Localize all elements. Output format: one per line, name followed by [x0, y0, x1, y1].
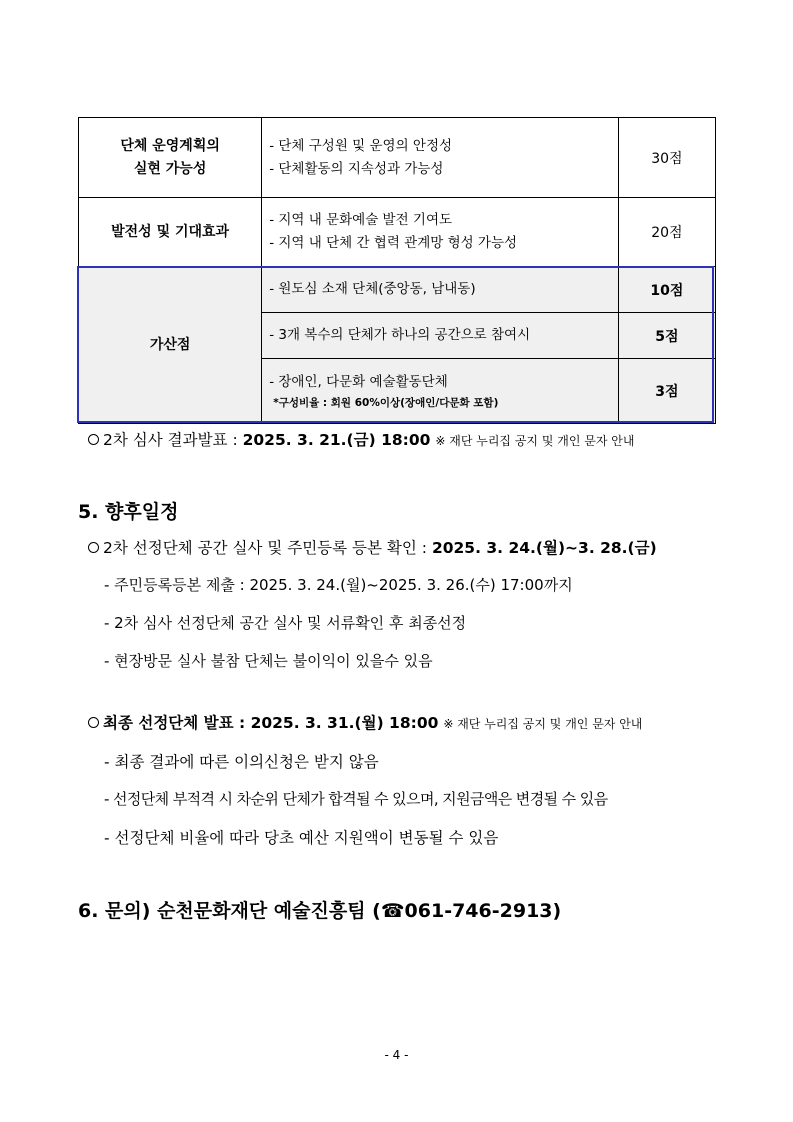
- table-row: [79, 267, 716, 313]
- sub-item: - 2차 심사 선정단체 공간 실사 및 서류확인 후 최종선정: [104, 614, 467, 632]
- section-5-heading: 5. 향후일정: [78, 501, 179, 523]
- sub-item: - 최종 결과에 따른 이의신청은 받지 않음: [104, 753, 379, 771]
- category-cell: 발전성 및 기대효과: [79, 198, 262, 267]
- circle-bullet-icon: [88, 434, 99, 445]
- ratio-note: *구성비율 : 회원 60%이상(장애인/다문화 포함): [273, 396, 499, 409]
- criteria-cell: - 지역 내 문화예술 발전 기여도 - 지역 내 단체 간 협력 관계망 형성 가능성: [262, 198, 619, 267]
- table-row: [79, 118, 716, 198]
- table-row: [79, 198, 716, 267]
- criteria-cell: - 단체 구성원 및 운영의 안정성 - 단체활동의 지속성과 가능성: [262, 118, 619, 198]
- circle-bullet-icon: [88, 717, 99, 728]
- score-cell: 5점: [618, 313, 715, 359]
- schedule-bullet-2: 최종 선정단체 발표 : 2025. 3. 31.(월) 18:00 ※ 재단 누리집 공지 및 개인 문자 안내: [88, 711, 642, 733]
- sub-item: - 선정단체 부적격 시 차순위 단체가 합격될 수 있으며, 지원금액은 변경될 수 있음: [104, 790, 608, 808]
- circle-bullet-icon: [88, 542, 99, 553]
- page-number: - 4 -: [384, 1048, 409, 1062]
- category-cell: 단체 운영계획의 실현 가능성: [79, 118, 262, 198]
- evaluation-table: [78, 117, 716, 424]
- section-6-contact: 6. 문의) 순천문화재단 예술진흥팀 (☎061-746-2913): [78, 900, 562, 922]
- score-cell: 20점: [618, 198, 715, 267]
- sub-item: - 주민등록등본 제출 : 2025. 3. 24.(월)~2025. 3. 26.(수) 17:00까지: [104, 576, 573, 594]
- sub-item: - 현장방문 실사 불참 단체는 불이익이 있을수 있음: [104, 652, 433, 670]
- score-cell: 3점: [618, 359, 715, 424]
- criteria-cell: - 원도심 소재 단체(중앙동, 남내동): [262, 267, 619, 313]
- score-cell: 30점: [618, 118, 715, 198]
- criteria-cell: - 3개 복수의 단체가 하나의 공간으로 참여시: [262, 313, 619, 359]
- bonus-category-cell: 가산점: [79, 267, 262, 424]
- second-result-announcement: 2차 심사 결과발표 : 2025. 3. 21.(금) 18:00 ※ 재단 누리집 공지 및 개인 문자 안내: [88, 428, 634, 450]
- criteria-cell: - 장애인, 다문화 예술활동단체 *구성비율 : 회원 60%이상(장애인/다문화 포함): [262, 359, 619, 424]
- schedule-bullet-1: 2차 선정단체 공간 실사 및 주민등록 등본 확인 : 2025. 3. 24.(월)~3. 28.(금): [88, 536, 657, 558]
- score-cell: 10점: [618, 267, 715, 313]
- sub-item: - 선정단체 비율에 따라 당초 예산 지원액이 변동될 수 있음: [104, 829, 499, 847]
